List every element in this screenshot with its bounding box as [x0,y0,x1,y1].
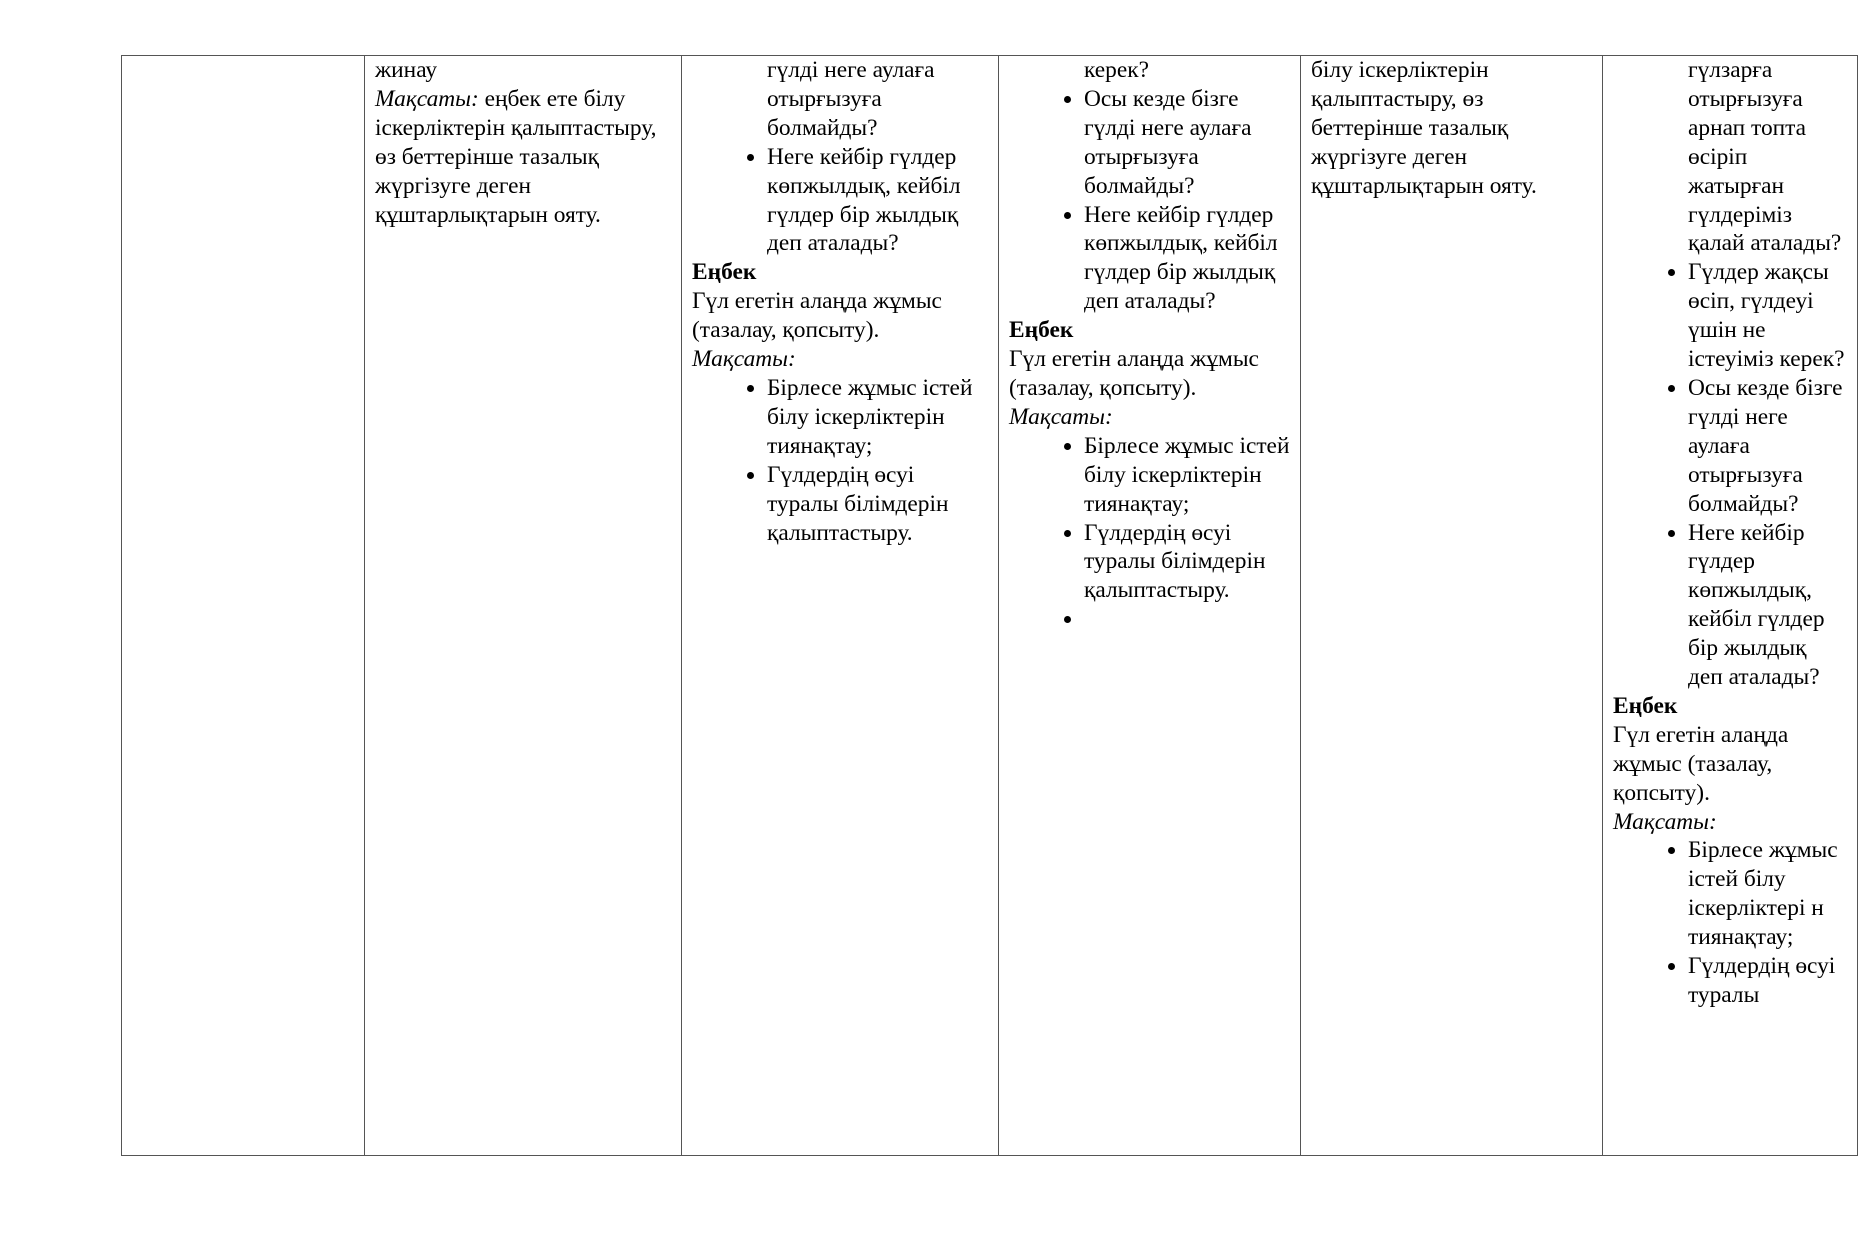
list-item: • Гүлдердің өсуі туралы [1688,952,1847,1010]
col2-goal-label: Мақсаты: [375,85,479,112]
list-item: • Гүлдердің өсуі туралы білімдерін қалыптастыру. [767,461,988,548]
list-item: • Неге кейбір гүлдер көпжылдық, кейбіл гүлдер бір жылдық деп аталады? [1688,519,1847,692]
col6-goal-list [1613,836,1847,1009]
col6-goal-label: Мақсаты: [1613,808,1717,835]
col3-goal-label: Мақсаты: [692,346,796,373]
cell-col2 [365,56,682,1156]
col6-question-list [1613,258,1847,692]
col3-goal-list [692,374,988,547]
table-row [122,56,1858,1156]
col6-continued-question: гүлзарға отырғызуға арнап топта өсіріп жатырған гүлдеріміз қалай аталады? [1688,57,1842,257]
cell-col4 [999,56,1301,1156]
col6-work-title: Еңбек [1613,692,1678,719]
col3-work-title: Еңбек [692,259,757,286]
cell-col3 [682,56,999,1156]
col3-continued-question: гүлді неге аулаға отырғызуға болмайды? [767,57,935,141]
col5-text: білу іскерліктерін қалыптастыру, өз беттерінше тазалық жүргізуге деген құштарлықтарын ояту. [1311,57,1537,199]
cell-col5 [1301,56,1603,1156]
list-item-empty [1084,605,1290,634]
col2-line1: жинау [375,57,438,83]
lesson-plan-table [121,55,1858,1156]
col4-goal-label: Мақсаты: [1009,403,1113,430]
col4-goal-list [1009,432,1290,634]
list-item: • Осы кезде бізге гүлді неге аулаға отырғызуға болмайды? [1688,374,1847,519]
list-item: • Бірлесе жұмыс істей білу іскерліктерін тиянақтау; [1084,432,1290,519]
list-item: • Бірлесе жұмыс істей білу іскерліктері н тиянақтау; [1688,836,1847,952]
col4-continued-question: керек? [1084,57,1149,83]
col3-work-text: Гүл егетін алаңда жұмыс (тазалау, қопсыту). [692,288,942,344]
cell-col6 [1603,56,1858,1156]
col4-work-title: Еңбек [1009,317,1074,344]
col2-goal [375,85,671,230]
list-item: • Гүлдердің өсуі туралы білімдерін қалыптастыру. [1084,519,1290,606]
list-item: • Неге кейбір гүлдер көпжылдық, кейбіл гүлдер бір жылдық деп аталады? [1084,201,1290,317]
col2-goal-text: еңбек ете білу іскерліктерін қалыптастыру, өз беттерінше тазалық жүргізуге деген құштарлықтарын ояту. [375,85,657,228]
col4-work-text: Гүл егетін алаңда жұмыс (тазалау, қопсыту). [1009,346,1259,401]
list-item: • Неге кейбір гүлдер көпжылдық, кейбіл гүлдер бір жылдық деп аталады? [767,143,988,259]
list-item: • Гүлдер жақсы өсіп, гүлдеуі үшін не істеуіміз керек? [1688,258,1847,374]
list-item: • Осы кезде бізге гүлді неге аулаға отырғызуға болмайды? [1084,85,1290,201]
col4-question-list [1009,85,1290,316]
col6-work-text: Гүл егетін алаңда жұмыс (тазалау, қопсыту). [1613,721,1789,806]
cell-col1 [122,56,365,1156]
col3-question-list [692,143,988,259]
list-item: • Бірлесе жұмыс істей білу іскерліктерін тиянақтау; [767,374,988,461]
